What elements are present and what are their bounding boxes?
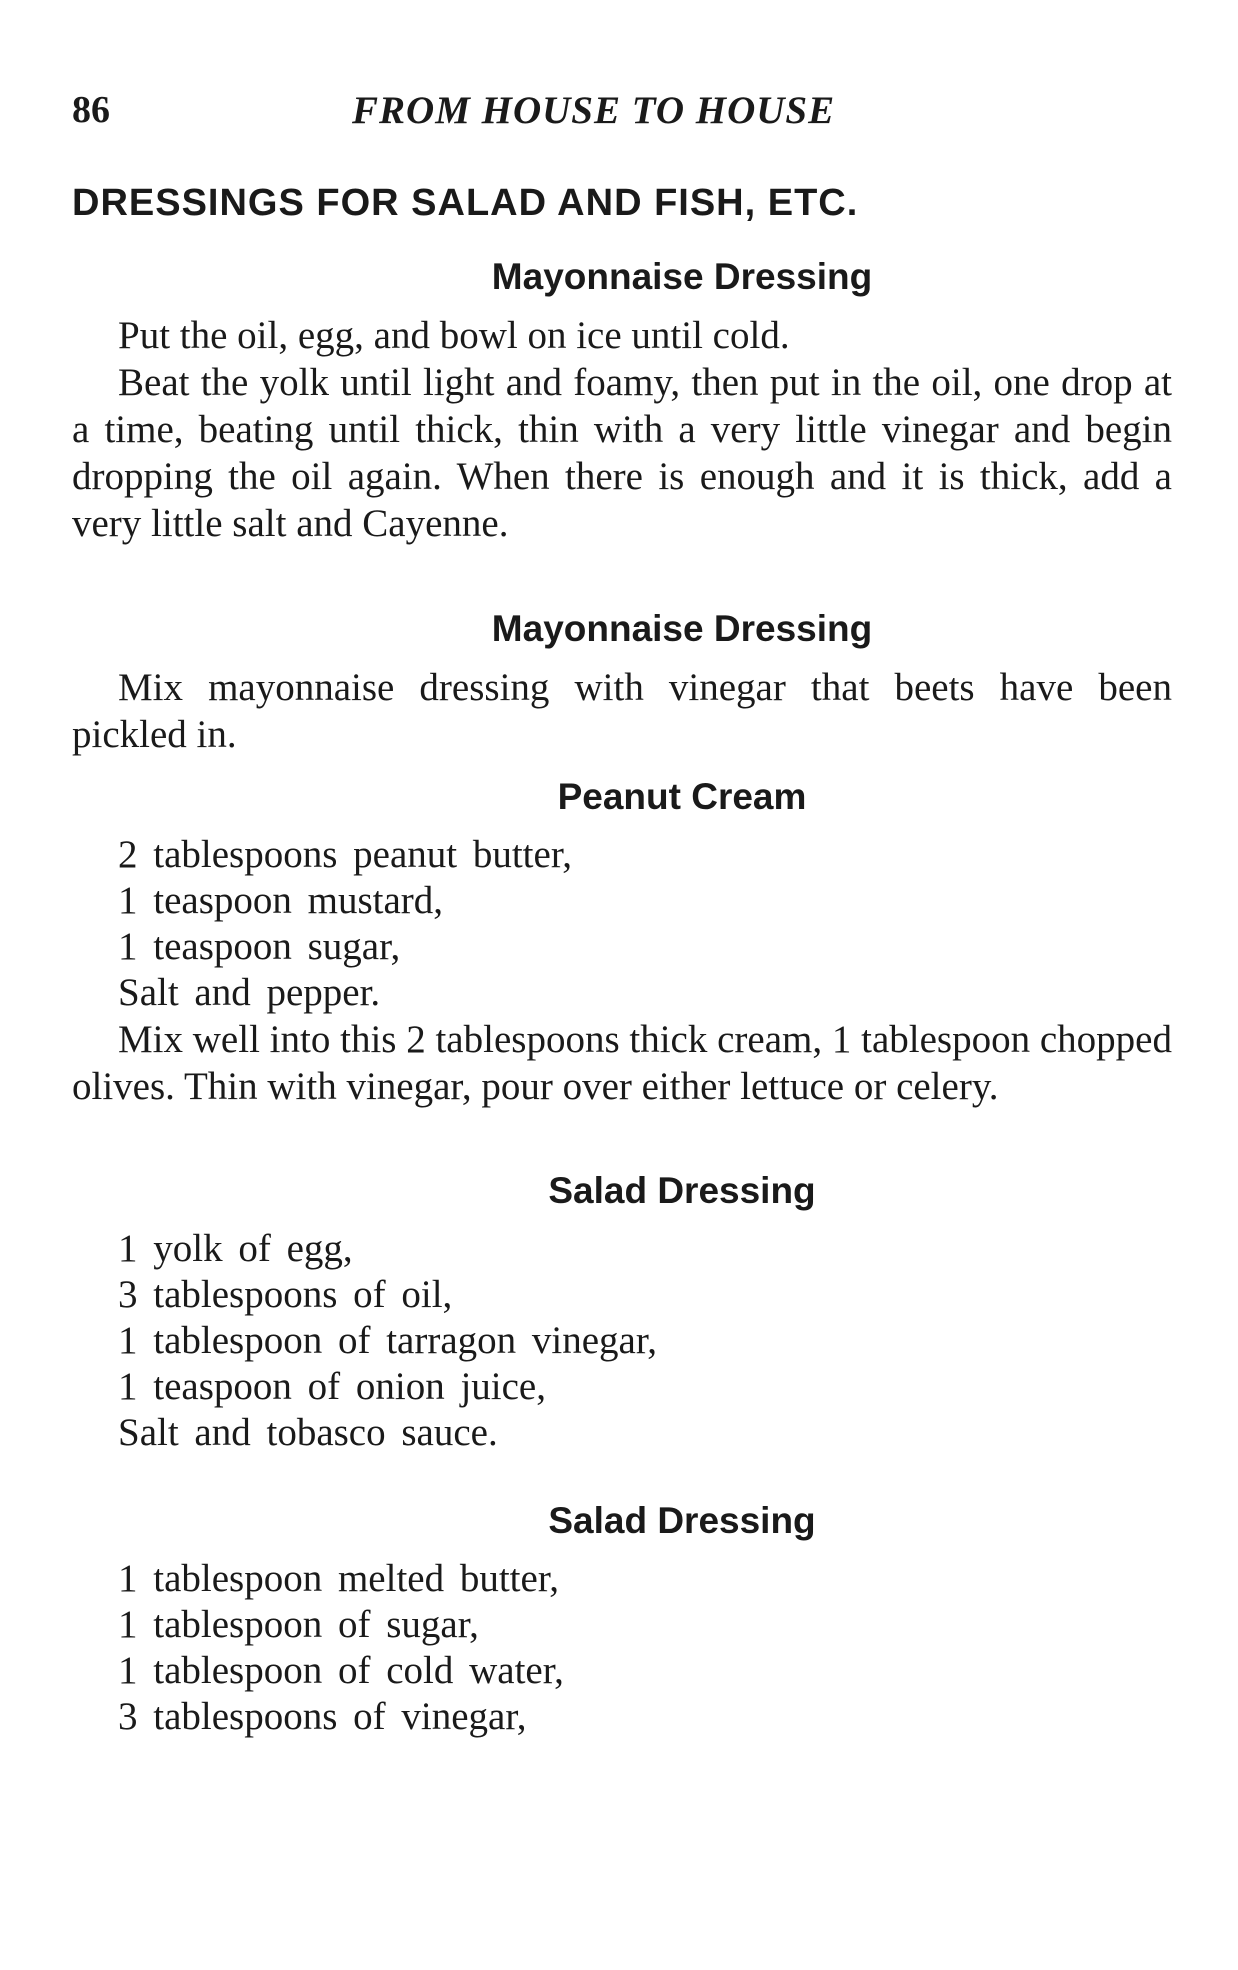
ingredient-item: Salt and tobasco sauce. — [118, 1411, 498, 1454]
ingredient-item: 1 tablespoon of tarragon vinegar, — [118, 1319, 658, 1362]
ingredient-item: 3 tablespoons of oil, — [118, 1273, 453, 1316]
ingredient-item: 1 tablespoon of cold water, — [118, 1649, 564, 1692]
recipe-paragraph: Beat the yolk until light and foamy, then put in the oil, one drop at a time, beating until thick, thin with a very little vinegar and begin dropping the oil again. When there is enough and it is thick, add a very little salt and Cayenne. — [72, 361, 1172, 545]
recipe-title: Mayonnaise Dressing — [491, 256, 873, 297]
running-head — [72, 88, 1172, 138]
ingredient-item: 2 tablespoons peanut butter, — [118, 833, 573, 876]
recipe-paragraph: Mix well into this 2 tablespoons thick cream, 1 tablespoon chopped olives. Thin with vinegar, pour over either lettuce or celery. — [72, 1018, 1172, 1108]
ingredient-item: 1 tablespoon melted butter, — [118, 1557, 560, 1600]
ingredient-item: 1 teaspoon mustard, — [118, 879, 444, 922]
recipe-title: Mayonnaise Dressing — [491, 608, 873, 649]
ingredient-list — [72, 832, 1172, 1016]
recipe-peanut-cream — [72, 776, 1172, 1110]
ingredient-item: 3 tablespoons of vinegar, — [118, 1695, 527, 1738]
recipe-paragraph: Put the oil, egg, and bowl on ice until cold. — [118, 314, 790, 357]
ingredient-item: 1 teaspoon sugar, — [118, 925, 401, 968]
book-page — [72, 0, 1172, 1970]
chapter-title: DRESSINGS FOR SALAD AND FISH, ETC. — [72, 182, 859, 224]
ingredient-list — [72, 1556, 1172, 1740]
ingredient-item: Salt and pepper. — [118, 971, 381, 1014]
recipe-title: Salad Dressing — [548, 1500, 816, 1541]
ingredient-item: 1 yolk of egg, — [118, 1227, 353, 1270]
page-number: 86 — [72, 89, 110, 131]
recipe-paragraph: Mix mayonnaise dressing with vinegar that beets have been pickled in. — [72, 666, 1172, 756]
ingredient-list — [72, 1226, 1172, 1456]
running-title: FROM HOUSE TO HOUSE — [352, 89, 836, 132]
recipe-salad-dressing-1 — [72, 1170, 1172, 1456]
ingredient-item: 1 teaspoon of onion juice, — [118, 1365, 546, 1408]
recipe-mayonnaise-dressing-2 — [72, 608, 1172, 758]
ingredient-item: 1 tablespoon of sugar, — [118, 1603, 479, 1646]
recipe-title: Salad Dressing — [548, 1170, 816, 1211]
recipe-salad-dressing-2 — [72, 1500, 1172, 1740]
recipe-mayonnaise-dressing-1 — [72, 256, 1172, 547]
recipe-title: Peanut Cream — [557, 776, 807, 817]
